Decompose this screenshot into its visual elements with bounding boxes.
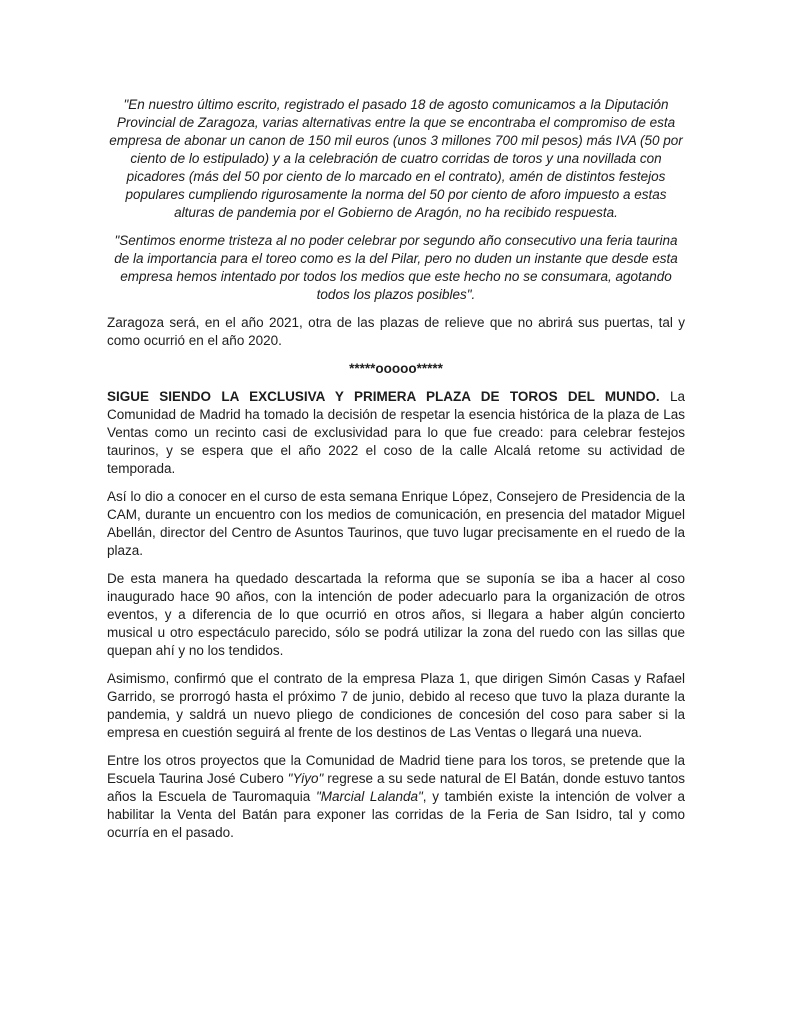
nickname-yiyo-italic: "Yiyo" [287, 771, 324, 786]
paragraph-sigue-rest: La Comunidad de Madrid ha tomado la decisión de respetar la esencia histórica de la plaza de Las Ventas como un recinto casi de exclusividad para lo que fue creado: para celebrar festejos taurinos, y se espera que el año 2022 el coso de la calle Alcalá retome su actividad de temporada. [107, 389, 685, 476]
body-paragraph-proyectos [107, 752, 685, 842]
body-paragraph-asi: Así lo dio a conocer en el curso de esta semana Enrique López, Consejero de Presidencia de la CAM, durante un encuentro con los medios de comunicación, en presencia del matador Miguel Abellán, director del Centro de Asuntos Taurinos, que tuvo lugar precisamente en el ruedo de la plaza. [107, 489, 685, 558]
body-paragraph-sigue [107, 388, 685, 478]
document-content [107, 96, 685, 852]
paragraph-proyectos-seg3: , y también existe la intención de volver a habilitar la Venta del Batán para exponer las corridas de la Feria de San Isidro, tal y como ocurría en el pasado. [107, 789, 685, 840]
school-name-lalanda-italic: "Marcial Lalanda" [315, 789, 423, 804]
quote-paragraph-1: "En nuestro último escrito, registrado el pasado 18 de agosto comunicamos a la Diputación Provincial de Zaragoza, varias alternativas entre la que se encontraba el compromiso de esta empresa de abonar un canon de 150 mil euros (unos 3 millones 700 mil pesos) más IVA (50 por ciento de lo estipulado) y a la celebración de cuatro corridas de toros y una novillada con picadores (más del 50 por ciento de lo marcado en el contrato), amén de distintos festejos populares cumpliendo rigurosamente la norma del 50 por ciento de aforo impuesto a estas alturas de pandemia por el Gobierno de Aragón, no ha recibido respuesta. [109, 97, 683, 220]
body-paragraph-zaragoza: Zaragoza será, en el año 2021, otra de las plazas de relieve que no abrirá sus puertas, tal y como ocurrió en el año 2020. [107, 315, 685, 348]
paragraph-lead-bold: SIGUE SIENDO LA EXCLUSIVA Y PRIMERA PLAZA DE TOROS DEL MUNDO. [107, 389, 660, 404]
body-paragraph-reforma: De esta manera ha quedado descartada la reforma que se suponía se iba a hacer al coso inaugurado hace 90 años, con la intención de poder adecuarlo para la organización de otros eventos, y a diferencia de lo que ocurrió en otros años, si llegara a haber algún concierto musical u otro espectáculo parecido, sólo se podrá utilizar la zona del ruedo con las sillas que quepan ahí y no los tendidos. [107, 571, 685, 658]
body-paragraph-contrato: Asimismo, confirmó que el contrato de la empresa Plaza 1, que dirigen Simón Casas y Rafael Garrido, se prorrogó hasta el próximo 7 de junio, debido al receso que tuvo la plaza durante la pandemia, y saldrá un nuevo pliego de condiciones de concesión del coso para saber si la empresa en cuestión seguirá al frente de los destinos de Las Ventas o llegará una nueva. [107, 671, 685, 740]
section-separator: *****ooooo***** [349, 361, 443, 376]
paragraph-proyectos-seg1: Entre los otros proyectos que la Comunidad de Madrid tiene para los toros, se pretende que la Escuela Taurina José Cubero [107, 753, 685, 786]
quote-paragraph-2: "Sentimos enorme tristeza al no poder celebrar por segundo año consecutivo una feria taurina de la importancia para el toreo como es la del Pilar, pero no duden un instante que desde esta empresa hemos intentado por todos los medios que este hecho no se consumara, agotando todos los plazos posibles". [114, 233, 678, 302]
paragraph-proyectos-seg2: regrese a su sede natural de El Batán, donde estuvo tantos años la Escuela de Tauromaquia [107, 771, 685, 804]
